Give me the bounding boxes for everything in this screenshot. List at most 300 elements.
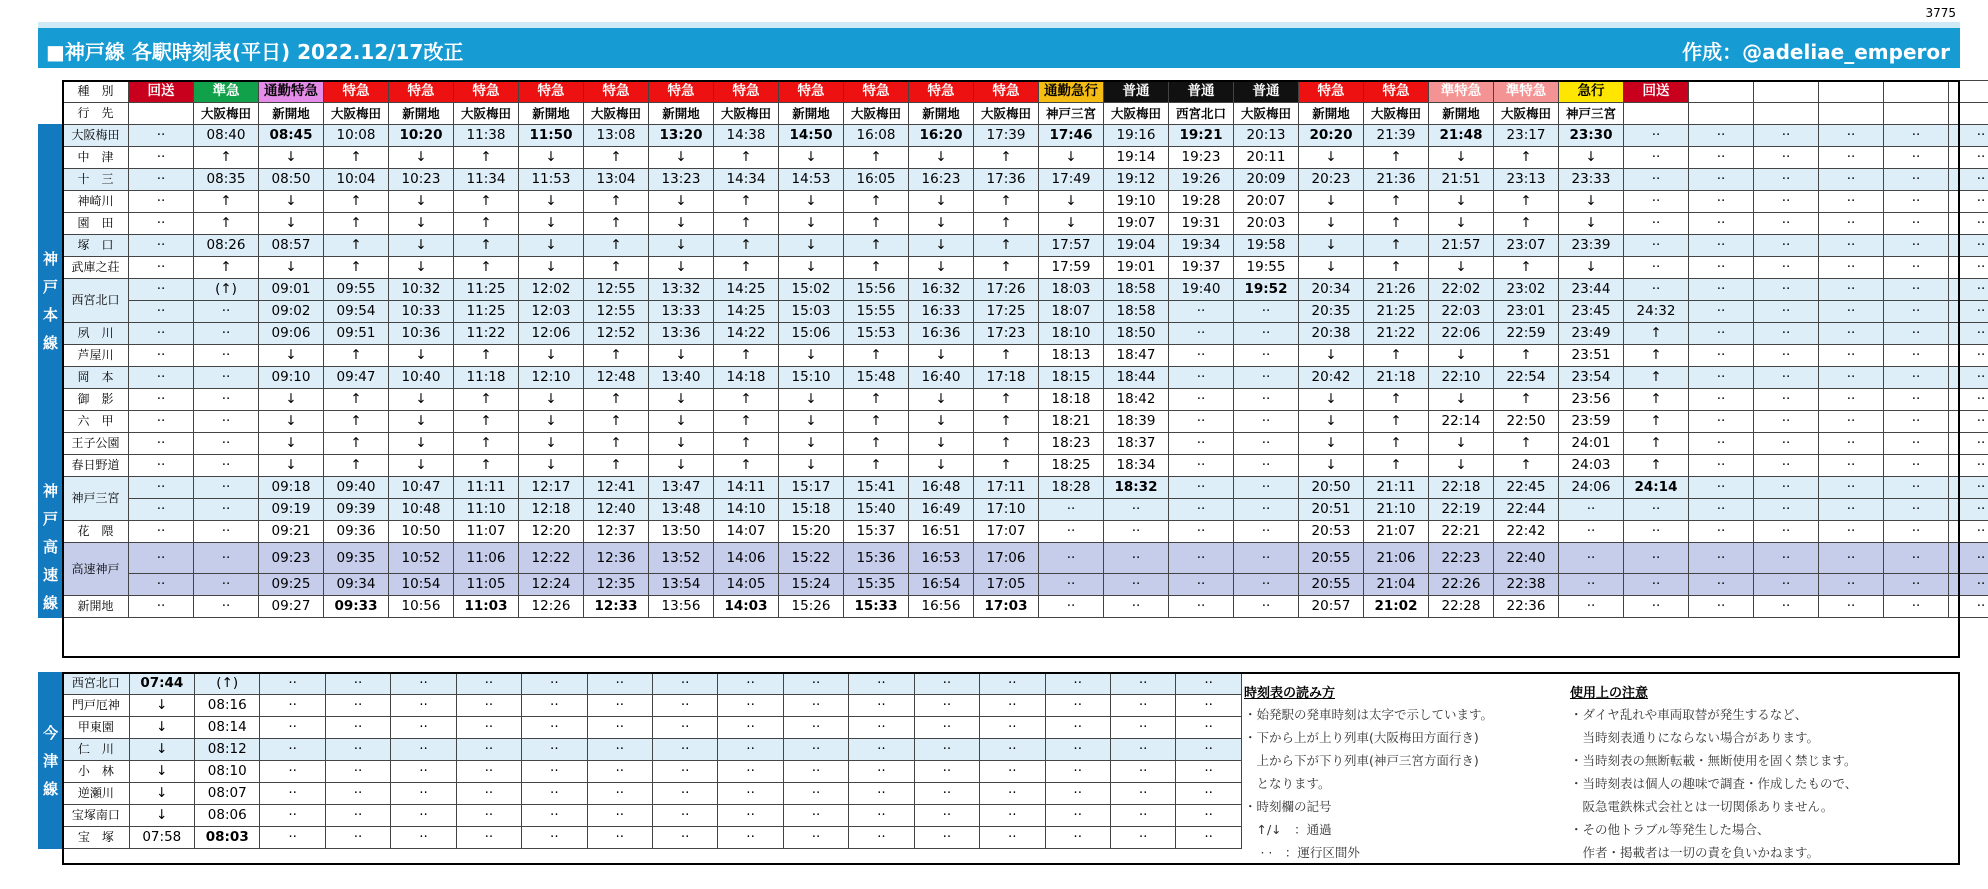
usage-title: 使用上の注意 — [1570, 686, 1649, 701]
time-cell: ↓ — [1559, 191, 1624, 213]
time-cell: 19:01 — [1104, 257, 1169, 279]
time-cell: ↓ — [1299, 345, 1364, 367]
time-cell: 11:34 — [454, 169, 519, 191]
time-cell: 21:07 — [1364, 521, 1429, 543]
train-destination: 新開地 — [649, 103, 714, 125]
train-kind: 特急 — [454, 81, 519, 103]
time-cell: ·· — [849, 827, 914, 849]
time-cell: ·· — [194, 323, 259, 345]
time-cell: ↑ — [844, 235, 909, 257]
station-name: 花 隈 — [63, 521, 129, 543]
time-cell: ·· — [1045, 673, 1110, 695]
time-cell: 23:45 — [1559, 301, 1624, 323]
time-cell: ·· — [1689, 279, 1754, 301]
time-cell: ↓ — [1039, 191, 1104, 213]
time-cell: 13:33 — [649, 301, 714, 323]
time-cell: ↓ — [259, 411, 324, 433]
time-cell: ·· — [1819, 574, 1884, 596]
line-name: 今津線 — [39, 673, 63, 849]
time-cell: ·· — [718, 695, 783, 717]
time-cell: ↓ — [909, 389, 974, 411]
time-cell: ↓ — [779, 235, 844, 257]
station-name: 岡 本 — [63, 367, 129, 389]
time-cell: ↑ — [584, 345, 649, 367]
time-cell: ·· — [1819, 235, 1884, 257]
train-destination: 神戸三宮 — [1039, 103, 1104, 125]
time-cell: ·· — [129, 191, 194, 213]
time-cell: ↓ — [909, 411, 974, 433]
train-kind: 特急 — [389, 81, 454, 103]
time-cell: 10:40 — [389, 367, 454, 389]
time-cell: ·· — [1624, 191, 1689, 213]
time-cell: ↓ — [1429, 191, 1494, 213]
time-cell: ·· — [1819, 521, 1884, 543]
time-cell: ↑ — [1624, 367, 1689, 389]
station-name: 甲東園 — [63, 717, 129, 739]
time-cell: 17:39 — [974, 125, 1039, 147]
time-cell: ·· — [129, 389, 194, 411]
time-cell: 09:01 — [259, 279, 324, 301]
time-cell: (↑) — [194, 279, 259, 301]
time-cell: 12:37 — [584, 521, 649, 543]
time-cell: ↓ — [519, 411, 584, 433]
time-cell: 09:54 — [324, 301, 389, 323]
time-cell: ↓ — [1429, 345, 1494, 367]
time-cell: ·· — [1949, 455, 1988, 477]
train-kind: 特急 — [649, 81, 714, 103]
time-cell: 16:05 — [844, 169, 909, 191]
time-cell: ·· — [1689, 257, 1754, 279]
train-kind: 普通 — [1234, 81, 1299, 103]
time-cell: 20:38 — [1299, 323, 1364, 345]
time-cell: 11:03 — [454, 596, 519, 618]
time-cell: ↑ — [1364, 389, 1429, 411]
time-cell: 22:02 — [1429, 279, 1494, 301]
train-kind: 準特急 — [1429, 81, 1494, 103]
time-cell: ·· — [522, 761, 587, 783]
time-cell: 18:58 — [1104, 301, 1169, 323]
time-cell: ·· — [1884, 345, 1949, 367]
train-destination: 大阪梅田 — [584, 103, 649, 125]
train-destination: 新開地 — [519, 103, 584, 125]
time-cell: ↑ — [974, 257, 1039, 279]
station-name: 園 田 — [63, 213, 129, 235]
time-cell: 09:18 — [259, 477, 324, 499]
time-cell: ·· — [652, 673, 717, 695]
time-cell: ·· — [1754, 521, 1819, 543]
station-name: 高速神戸 — [63, 543, 129, 596]
time-cell: ·· — [1884, 235, 1949, 257]
time-cell: ·· — [1754, 499, 1819, 521]
time-cell: ↓ — [909, 345, 974, 367]
time-cell: ↑ — [974, 147, 1039, 169]
time-cell: 22:14 — [1429, 411, 1494, 433]
time-cell: 18:44 — [1104, 367, 1169, 389]
time-cell: ·· — [1169, 411, 1234, 433]
station-name: 夙 川 — [63, 323, 129, 345]
time-cell: ·· — [129, 235, 194, 257]
time-cell: ·· — [1624, 521, 1689, 543]
time-cell: 17:59 — [1039, 257, 1104, 279]
time-cell: ·· — [1559, 521, 1624, 543]
time-cell: ↑ — [1364, 147, 1429, 169]
time-cell: ·· — [1169, 389, 1234, 411]
time-cell: ·· — [1819, 455, 1884, 477]
time-cell: 16:40 — [909, 367, 974, 389]
reading-note: ・始発駅の発車時刻は太字で示しています。 — [1244, 707, 1494, 722]
time-cell: ↓ — [519, 257, 584, 279]
time-cell: 11:06 — [454, 543, 519, 574]
time-cell: 19:10 — [1104, 191, 1169, 213]
time-cell: ·· — [194, 433, 259, 455]
time-cell: ·· — [1176, 783, 1242, 805]
time-cell: ·· — [260, 761, 325, 783]
corner-cell — [39, 103, 63, 125]
usage-notes — [1570, 682, 1960, 864]
time-cell: ·· — [1884, 411, 1949, 433]
time-cell: 08:14 — [195, 717, 260, 739]
time-cell: ↑ — [454, 433, 519, 455]
time-cell: ·· — [1045, 827, 1110, 849]
time-cell: ·· — [1884, 574, 1949, 596]
time-cell: ·· — [1104, 521, 1169, 543]
train-kind: 特急 — [844, 81, 909, 103]
train-destination: 大阪梅田 — [1494, 103, 1559, 125]
train-kind: 特急 — [779, 81, 844, 103]
time-cell: 22:59 — [1494, 323, 1559, 345]
time-cell: ·· — [1234, 389, 1299, 411]
time-cell: ↑ — [194, 147, 259, 169]
time-cell: ·· — [980, 695, 1045, 717]
time-cell: 11:22 — [454, 323, 519, 345]
time-cell: ↑ — [1494, 455, 1559, 477]
time-cell: ·· — [1819, 389, 1884, 411]
time-cell: 18:18 — [1039, 389, 1104, 411]
time-cell: ·· — [1884, 389, 1949, 411]
time-cell: 18:42 — [1104, 389, 1169, 411]
reading-notes — [1244, 682, 1574, 864]
time-cell: 11:05 — [454, 574, 519, 596]
time-cell: ·· — [129, 411, 194, 433]
time-cell: 12:18 — [519, 499, 584, 521]
time-cell: ·· — [1559, 499, 1624, 521]
time-cell: 14:06 — [714, 543, 779, 574]
time-cell: ↓ — [1429, 213, 1494, 235]
time-cell: 14:22 — [714, 323, 779, 345]
time-cell: ↓ — [909, 257, 974, 279]
time-cell: ↓ — [1299, 433, 1364, 455]
time-cell: ·· — [1819, 169, 1884, 191]
time-cell: ↑ — [844, 257, 909, 279]
time-cell: 12:03 — [519, 301, 584, 323]
time-cell: ·· — [849, 805, 914, 827]
time-cell: 10:32 — [389, 279, 454, 301]
time-cell: 11:50 — [519, 125, 584, 147]
time-cell: 15:40 — [844, 499, 909, 521]
time-cell: 18:07 — [1039, 301, 1104, 323]
time-cell: ↓ — [649, 455, 714, 477]
time-cell: ·· — [1169, 596, 1234, 618]
time-cell: ·· — [1819, 279, 1884, 301]
time-cell: ↑ — [844, 455, 909, 477]
train-destination: 新開地 — [909, 103, 974, 125]
time-cell: ↑ — [714, 433, 779, 455]
time-cell: ·· — [587, 673, 652, 695]
time-cell: ·· — [1949, 147, 1988, 169]
time-cell: ↑ — [324, 191, 389, 213]
time-cell: ↓ — [779, 411, 844, 433]
time-cell: ↓ — [1429, 257, 1494, 279]
time-cell: 10:23 — [389, 169, 454, 191]
time-cell: 08:06 — [195, 805, 260, 827]
time-cell: 08:12 — [195, 739, 260, 761]
kind-label: 種 別 — [63, 81, 129, 103]
time-cell: ↑ — [1494, 345, 1559, 367]
time-cell: 13:23 — [649, 169, 714, 191]
time-cell: ↑ — [324, 147, 389, 169]
train-kind: 普通 — [1169, 81, 1234, 103]
station-name: 小 林 — [63, 761, 129, 783]
time-cell: ↑ — [974, 191, 1039, 213]
time-cell: ↓ — [519, 345, 584, 367]
time-cell: ↑ — [974, 345, 1039, 367]
time-cell: 13:08 — [584, 125, 649, 147]
time-cell: ↑ — [584, 213, 649, 235]
time-cell: ·· — [522, 717, 587, 739]
time-cell: ↓ — [1039, 147, 1104, 169]
time-cell: ·· — [1689, 367, 1754, 389]
time-cell: 19:31 — [1169, 213, 1234, 235]
time-cell: 22:03 — [1429, 301, 1494, 323]
author-credit: 作成：@adeliae_emperor — [1682, 40, 1950, 64]
time-cell: 09:40 — [324, 477, 389, 499]
time-cell: ↑ — [454, 213, 519, 235]
time-cell: ·· — [587, 827, 652, 849]
time-cell: 16:49 — [909, 499, 974, 521]
time-cell: 20:09 — [1234, 169, 1299, 191]
time-cell: ↓ — [259, 213, 324, 235]
time-cell: 17:26 — [974, 279, 1039, 301]
train-destination: 大阪梅田 — [844, 103, 909, 125]
station-name: 逆瀬川 — [63, 783, 129, 805]
time-cell: ↓ — [649, 411, 714, 433]
time-cell: ·· — [194, 574, 259, 596]
time-cell: ↓ — [1299, 213, 1364, 235]
time-cell: ↓ — [649, 213, 714, 235]
time-cell: ·· — [1949, 301, 1988, 323]
time-cell: 22:42 — [1494, 521, 1559, 543]
time-cell: ·· — [1819, 433, 1884, 455]
train-kind: 回送 — [129, 81, 194, 103]
time-cell: 21:18 — [1364, 367, 1429, 389]
time-cell: 08:16 — [195, 695, 260, 717]
time-cell: ·· — [1884, 543, 1949, 574]
time-cell: ↓ — [1299, 191, 1364, 213]
station-name: 中 津 — [63, 147, 129, 169]
time-cell: ↓ — [1299, 257, 1364, 279]
station-name: 六 甲 — [63, 411, 129, 433]
time-cell: 22:21 — [1429, 521, 1494, 543]
time-cell: 23:44 — [1559, 279, 1624, 301]
time-cell: ·· — [1689, 169, 1754, 191]
time-cell: ·· — [1689, 389, 1754, 411]
time-cell: 16:23 — [909, 169, 974, 191]
time-cell: ·· — [783, 805, 848, 827]
time-cell: ·· — [1689, 543, 1754, 574]
time-cell: ·· — [1039, 543, 1104, 574]
time-cell: ↑ — [1364, 411, 1429, 433]
time-cell: 09:06 — [259, 323, 324, 345]
time-cell: 12:35 — [584, 574, 649, 596]
time-cell: ·· — [1754, 455, 1819, 477]
time-cell: ↑ — [714, 389, 779, 411]
time-cell: 20:03 — [1234, 213, 1299, 235]
time-cell: ·· — [1949, 596, 1988, 618]
time-cell: 11:53 — [519, 169, 584, 191]
time-cell: ·· — [1754, 477, 1819, 499]
time-cell: 08:26 — [194, 235, 259, 257]
time-cell: ↓ — [649, 191, 714, 213]
time-cell: ·· — [325, 761, 390, 783]
time-cell: 20:50 — [1299, 477, 1364, 499]
time-cell: ·· — [1169, 301, 1234, 323]
time-cell: ·· — [129, 345, 194, 367]
time-cell: ·· — [456, 827, 521, 849]
time-cell: 10:33 — [389, 301, 454, 323]
time-cell: ·· — [1884, 499, 1949, 521]
time-cell: ·· — [391, 717, 456, 739]
train-kind: 特急 — [974, 81, 1039, 103]
time-cell: 24:01 — [1559, 433, 1624, 455]
time-cell: 13:04 — [584, 169, 649, 191]
time-cell: ·· — [1045, 761, 1110, 783]
time-cell: ·· — [1039, 521, 1104, 543]
time-cell: 23:54 — [1559, 367, 1624, 389]
time-cell: 14:11 — [714, 477, 779, 499]
time-cell: ·· — [391, 761, 456, 783]
time-cell: 23:56 — [1559, 389, 1624, 411]
time-cell: ·· — [718, 805, 783, 827]
time-cell: ·· — [325, 827, 390, 849]
time-cell: 11:18 — [454, 367, 519, 389]
time-cell: ·· — [980, 761, 1045, 783]
time-cell: ·· — [129, 169, 194, 191]
time-cell: 20:57 — [1299, 596, 1364, 618]
time-cell: ↓ — [129, 717, 194, 739]
time-cell: ↓ — [389, 235, 454, 257]
time-cell: ·· — [1689, 433, 1754, 455]
time-cell: 21:11 — [1364, 477, 1429, 499]
time-cell: ·· — [1754, 213, 1819, 235]
time-cell: 20:11 — [1234, 147, 1299, 169]
time-cell: ·· — [914, 783, 979, 805]
time-cell: ↑ — [974, 411, 1039, 433]
time-cell: ·· — [980, 717, 1045, 739]
time-cell: ↑ — [454, 257, 519, 279]
time-cell: 24:06 — [1559, 477, 1624, 499]
usage-note: 作者・掲載者は一切の責を負いかねます。 — [1570, 845, 1820, 860]
time-cell: 15:53 — [844, 323, 909, 345]
time-cell: ·· — [129, 301, 194, 323]
time-cell: ·· — [849, 695, 914, 717]
time-cell: ·· — [1819, 257, 1884, 279]
station-name: 塚 口 — [63, 235, 129, 257]
time-cell: ↑ — [324, 389, 389, 411]
time-cell: ·· — [718, 717, 783, 739]
time-cell: ·· — [1689, 477, 1754, 499]
time-cell: ↑ — [584, 389, 649, 411]
time-cell: 18:21 — [1039, 411, 1104, 433]
time-cell: ·· — [1689, 345, 1754, 367]
time-cell: ↓ — [389, 411, 454, 433]
time-cell: ·· — [1234, 323, 1299, 345]
station-name: 武庫之荘 — [63, 257, 129, 279]
train-destination: 大阪梅田 — [714, 103, 779, 125]
time-cell: ·· — [1110, 783, 1175, 805]
time-cell: ·· — [194, 499, 259, 521]
time-cell: ↓ — [1559, 257, 1624, 279]
reading-title: 時刻表の読み方 — [1244, 686, 1336, 701]
time-cell: 08:50 — [259, 169, 324, 191]
time-cell: ↑ — [714, 345, 779, 367]
time-cell: 13:52 — [649, 543, 714, 574]
time-cell: ·· — [1754, 389, 1819, 411]
time-cell: ↑ — [1624, 345, 1689, 367]
time-cell: ↓ — [909, 455, 974, 477]
time-cell: ·· — [1819, 596, 1884, 618]
time-cell: ↑ — [714, 213, 779, 235]
time-cell: ·· — [1884, 455, 1949, 477]
time-cell: ·· — [1559, 543, 1624, 574]
time-cell: ↓ — [389, 257, 454, 279]
time-cell: 20:53 — [1299, 521, 1364, 543]
time-cell: ·· — [260, 739, 325, 761]
time-cell: ↑ — [454, 389, 519, 411]
time-cell: ↑ — [844, 213, 909, 235]
time-cell: ↓ — [389, 191, 454, 213]
time-cell: 18:28 — [1039, 477, 1104, 499]
time-cell: ↑ — [844, 191, 909, 213]
time-cell: ·· — [1754, 169, 1819, 191]
usage-note: ・その他トラブル等発生した場合、 — [1570, 822, 1770, 837]
time-cell: ·· — [652, 805, 717, 827]
time-cell: 17:57 — [1039, 235, 1104, 257]
time-cell: ·· — [391, 695, 456, 717]
time-cell: ↓ — [1299, 389, 1364, 411]
time-cell: ↓ — [519, 433, 584, 455]
station-name: 西宮北口 — [63, 673, 129, 695]
time-cell: ↓ — [389, 147, 454, 169]
time-cell: ·· — [194, 543, 259, 574]
time-cell: 22:45 — [1494, 477, 1559, 499]
time-cell: ·· — [1949, 213, 1988, 235]
time-cell: ·· — [652, 783, 717, 805]
time-cell: 14:18 — [714, 367, 779, 389]
time-cell: ·· — [194, 389, 259, 411]
time-cell: ↓ — [129, 739, 194, 761]
time-cell: 22:19 — [1429, 499, 1494, 521]
time-cell: ↓ — [259, 147, 324, 169]
time-cell: ·· — [1754, 411, 1819, 433]
time-cell: 20:23 — [1299, 169, 1364, 191]
time-cell: 12:26 — [519, 596, 584, 618]
time-cell: ↓ — [649, 345, 714, 367]
train-destination: 新開地 — [1299, 103, 1364, 125]
time-cell: ↑ — [194, 213, 259, 235]
time-cell: ·· — [1234, 499, 1299, 521]
time-cell: ·· — [1045, 717, 1110, 739]
time-cell: ·· — [1689, 125, 1754, 147]
